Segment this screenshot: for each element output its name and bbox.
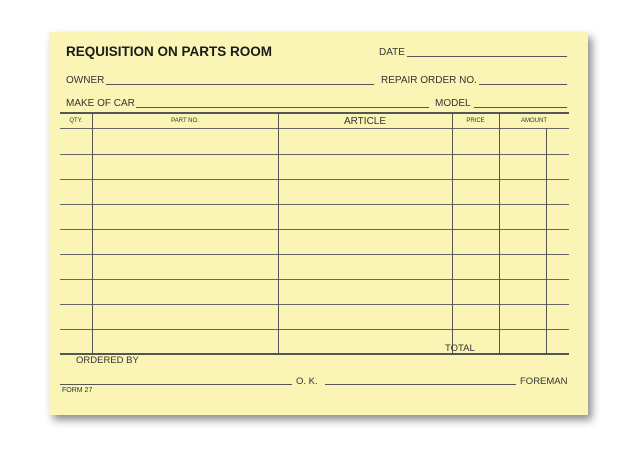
- table-row: [60, 179, 569, 180]
- repair-order-label: REPAIR ORDER NO.: [381, 75, 477, 86]
- column-divider: [92, 114, 93, 354]
- make-field-line[interactable]: [136, 107, 429, 108]
- column-header-qty: QTY.: [69, 118, 83, 124]
- model-label: MODEL: [435, 98, 471, 109]
- column-divider: [278, 114, 279, 354]
- model-field-line[interactable]: [474, 107, 567, 108]
- column-header-amount: AMOUNT: [521, 118, 547, 124]
- form-title: REQUISITION ON PARTS ROOM: [66, 44, 273, 59]
- requisition-form: [49, 32, 588, 415]
- table-row: [60, 329, 569, 330]
- table-row: [60, 229, 569, 230]
- ordered-by-label: ORDERED BY: [76, 355, 139, 366]
- column-divider: [499, 114, 500, 354]
- owner-field-line[interactable]: [106, 84, 374, 85]
- column-header-price: PRICE: [466, 118, 485, 124]
- table-top-border: [60, 112, 569, 114]
- column-divider: [452, 114, 453, 354]
- ordered-by-field-line[interactable]: [60, 384, 292, 385]
- owner-label: OWNER: [66, 75, 105, 86]
- date-field-line[interactable]: [407, 56, 567, 57]
- form-number: FORM 27: [62, 387, 93, 394]
- make-label: MAKE OF CAR: [66, 98, 135, 109]
- ok-field-line[interactable]: [325, 384, 516, 385]
- table-row: [60, 279, 569, 280]
- table-row: [60, 254, 569, 255]
- table-row: [60, 204, 569, 205]
- date-label: DATE: [379, 47, 405, 58]
- foreman-label: FOREMAN: [520, 376, 568, 387]
- table-row: [60, 304, 569, 305]
- column-header-part-no: PART NO.: [171, 118, 199, 124]
- column-divider: [546, 128, 547, 354]
- total-label: TOTAL: [445, 343, 475, 354]
- ok-label: O. K.: [296, 376, 318, 387]
- repair-order-field-line[interactable]: [479, 84, 567, 85]
- table-header-divider: [60, 128, 569, 129]
- table-row: [60, 154, 569, 155]
- column-header-article: ARTICLE: [343, 116, 387, 127]
